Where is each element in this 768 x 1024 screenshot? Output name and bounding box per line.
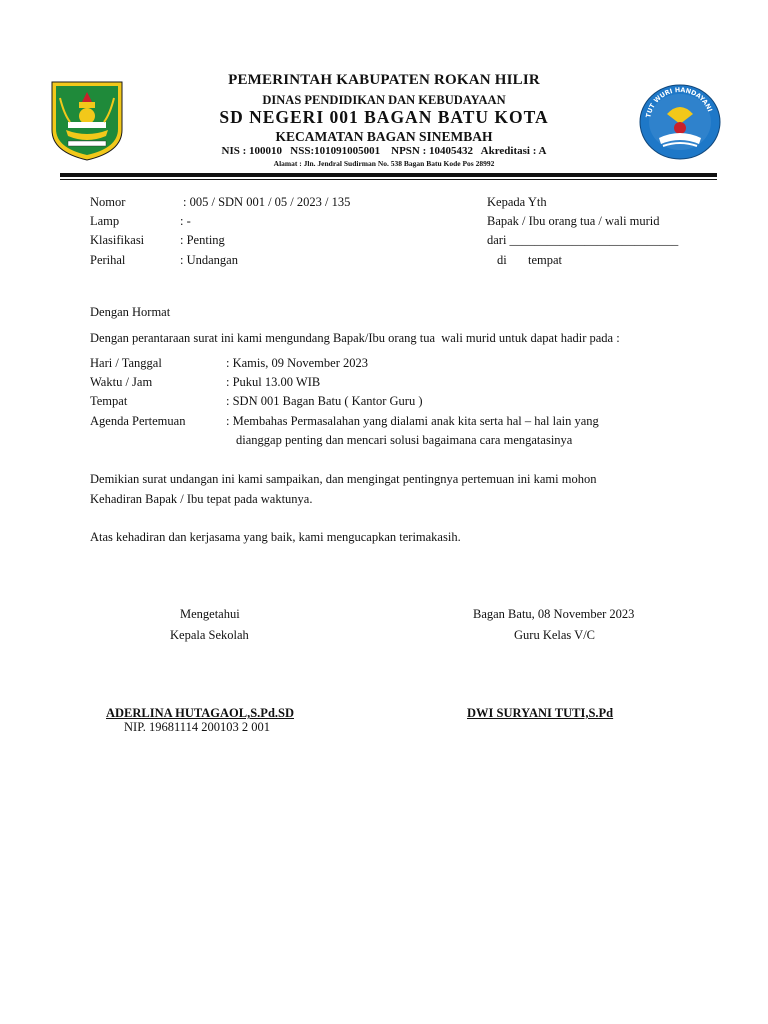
thanks-paragraph: Atas kehadiran dan kerjasama yang baik, kami mengucapkan terimakasih. [90,530,461,544]
recipient-line-3: dari ___________________________ [487,233,679,247]
header-government-name: PEMERINTAH KABUPATEN ROKAN HILIR [228,72,540,88]
detail-label: Tempat [90,394,128,408]
klasifikasi-label: Klasifikasi [90,233,145,247]
perihal-value: : Undangan [180,253,238,267]
logo-ring-text: TUT WURI HANDAYANI [644,85,714,119]
recipient-di: di [497,253,507,267]
signature-right-title: Guru Kelas V/C [514,628,596,642]
recipient-line-1: Kepada Yth [487,195,547,209]
regency-emblem-icon [46,78,128,162]
closing-paragraph-line-1: Demikian surat undangan ini kami sampaikan, dan mengingat pentingnya pertemuan ini kami mohon [90,472,597,486]
nomor-label: Nomor [90,195,126,209]
detail-value: : Kamis, 09 November 2023 [226,356,368,370]
detail-label: Agenda Pertemuan [90,414,186,428]
detail-label: Hari / Tanggal [90,356,162,370]
detail-value: : Membahas Permasalahan yang dialami anak kita serta hal – hal lain yang [226,414,599,428]
signature-left-name: ADERLINA HUTAGAOL,S.Pd.SD [106,706,295,720]
nomor-value: : 005 / SDN 001 / 05 / 2023 / 135 [183,195,351,209]
detail-value: : Pukul 13.00 WIB [226,375,321,389]
closing-paragraph-line-2: Kehadiran Bapak / Ibu tepat pada waktunya. [90,492,313,506]
recipient-tempat: tempat [528,253,563,267]
lamp-label: Lamp [90,214,120,228]
header-divider-thick [60,173,717,177]
header-school-ids: NIS : 100010 NSS:101091005001 NPSN : 10405432 Akreditasi : A [221,145,547,157]
header-district-name: KECAMATAN BAGAN SINEMBAH [275,129,493,144]
detail-label: Waktu / Jam [90,375,153,389]
signature-right-name: DWI SURYANI TUTI,S.Pd [467,706,614,720]
signature-left-title: Kepala Sekolah [170,628,249,642]
recipient-line-2: Bapak / Ibu orang tua / wali murid [487,214,660,228]
detail-value: : SDN 001 Bagan Batu ( Kantor Guru ) [226,394,423,408]
header-school-name: SD NEGERI 001 BAGAN BATU KOTA [219,107,549,127]
agenda-continuation: dianggap penting dan mencari solusi bagaimana cara mengatasinya [236,433,573,447]
header-department-name: DINAS PENDIDIKAN DAN KEBUDAYAAN [262,93,506,107]
lamp-value: : - [180,214,191,228]
header-divider-thin [60,179,717,180]
header-address: Alamat : Jln. Jendral Sudirman No. 538 Bagan Batu Kode Pos 28992 [273,159,495,168]
klasifikasi-value: : Penting [180,233,225,247]
tut-wuri-handayani-icon [639,84,721,160]
perihal-label: Perihal [90,253,126,267]
intro-paragraph: Dengan perantaraan surat ini kami mengundang Bapak/Ibu orang tua wali murid untuk dapat hadir pada : [90,331,620,345]
signature-left-nip: NIP. 19681114 200103 2 001 [124,720,270,734]
greeting: Dengan Hormat [90,305,171,319]
signature-left-mengetahui: Mengetahui [180,607,240,621]
signature-right-place-date: Bagan Batu, 08 November 2023 [473,607,635,621]
